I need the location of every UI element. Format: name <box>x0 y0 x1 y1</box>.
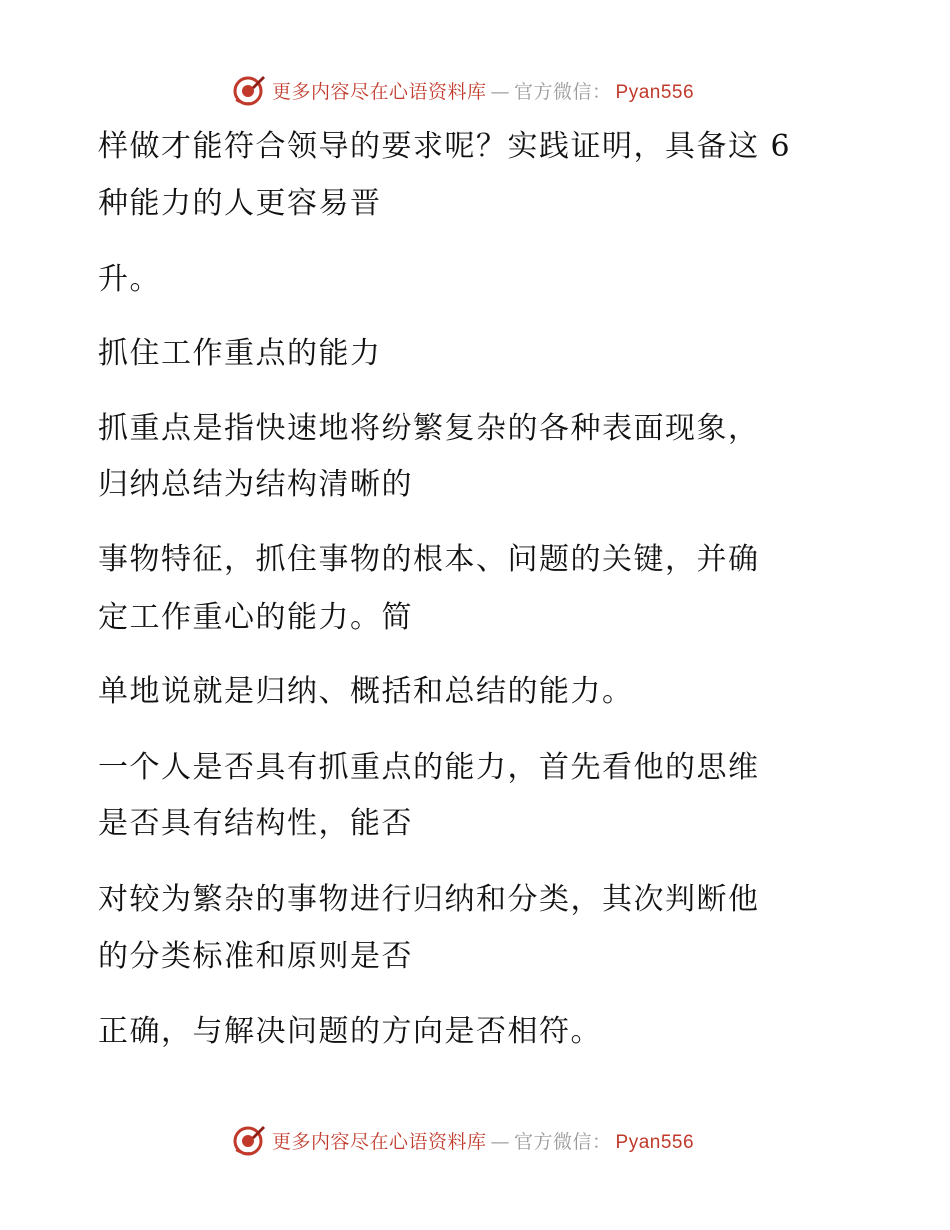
section-heading: 抓住工作重点的能力 <box>98 336 382 371</box>
text-line: 的分类标准和原则是否 <box>98 939 413 974</box>
text-line: 归纳总结为结构清晰的 <box>98 467 413 502</box>
pen-logo-icon <box>232 1123 266 1157</box>
header-watermark-banner <box>232 72 752 108</box>
wechat-id: Pyan556 <box>615 81 695 103</box>
banner-text <box>272 77 694 104</box>
text-line: 种能力的人更容易晋 <box>98 186 382 221</box>
text-line: 一个人是否具有抓重点的能力，首先看他的思维 <box>98 750 760 785</box>
footer-watermark-banner <box>232 1122 752 1158</box>
banner-dash: — <box>490 1130 511 1153</box>
wechat-label: 官方微信： <box>514 80 612 103</box>
text-line: 对较为繁杂的事物进行归纳和分类，其次判断他 <box>98 882 760 917</box>
text-line: 抓重点是指快速地将纷繁复杂的各种表面现象， <box>98 411 760 446</box>
text-line: 单地说就是归纳、概括和总结的能力。 <box>98 674 634 709</box>
wechat-label: 官方微信： <box>514 1130 612 1153</box>
text-line: 定工作重心的能力。简 <box>98 600 413 635</box>
wechat-id: Pyan556 <box>615 1131 695 1153</box>
text-line: 样做才能符合领导的要求呢？实践证明，具备这 6 <box>98 129 792 164</box>
banner-dash: — <box>490 80 511 103</box>
banner-main-text: 更多内容尽在心语资料库 <box>272 80 487 103</box>
pen-logo-icon <box>232 73 266 107</box>
banner-main-text: 更多内容尽在心语资料库 <box>272 1130 487 1153</box>
text-line: 事物特征，抓住事物的根本、问题的关键，并确 <box>98 542 760 577</box>
text-line: 升。 <box>98 262 161 297</box>
text-line: 是否具有结构性，能否 <box>98 806 413 841</box>
banner-text <box>272 1127 694 1154</box>
text-line: 正确，与解决问题的方向是否相符。 <box>98 1014 602 1049</box>
